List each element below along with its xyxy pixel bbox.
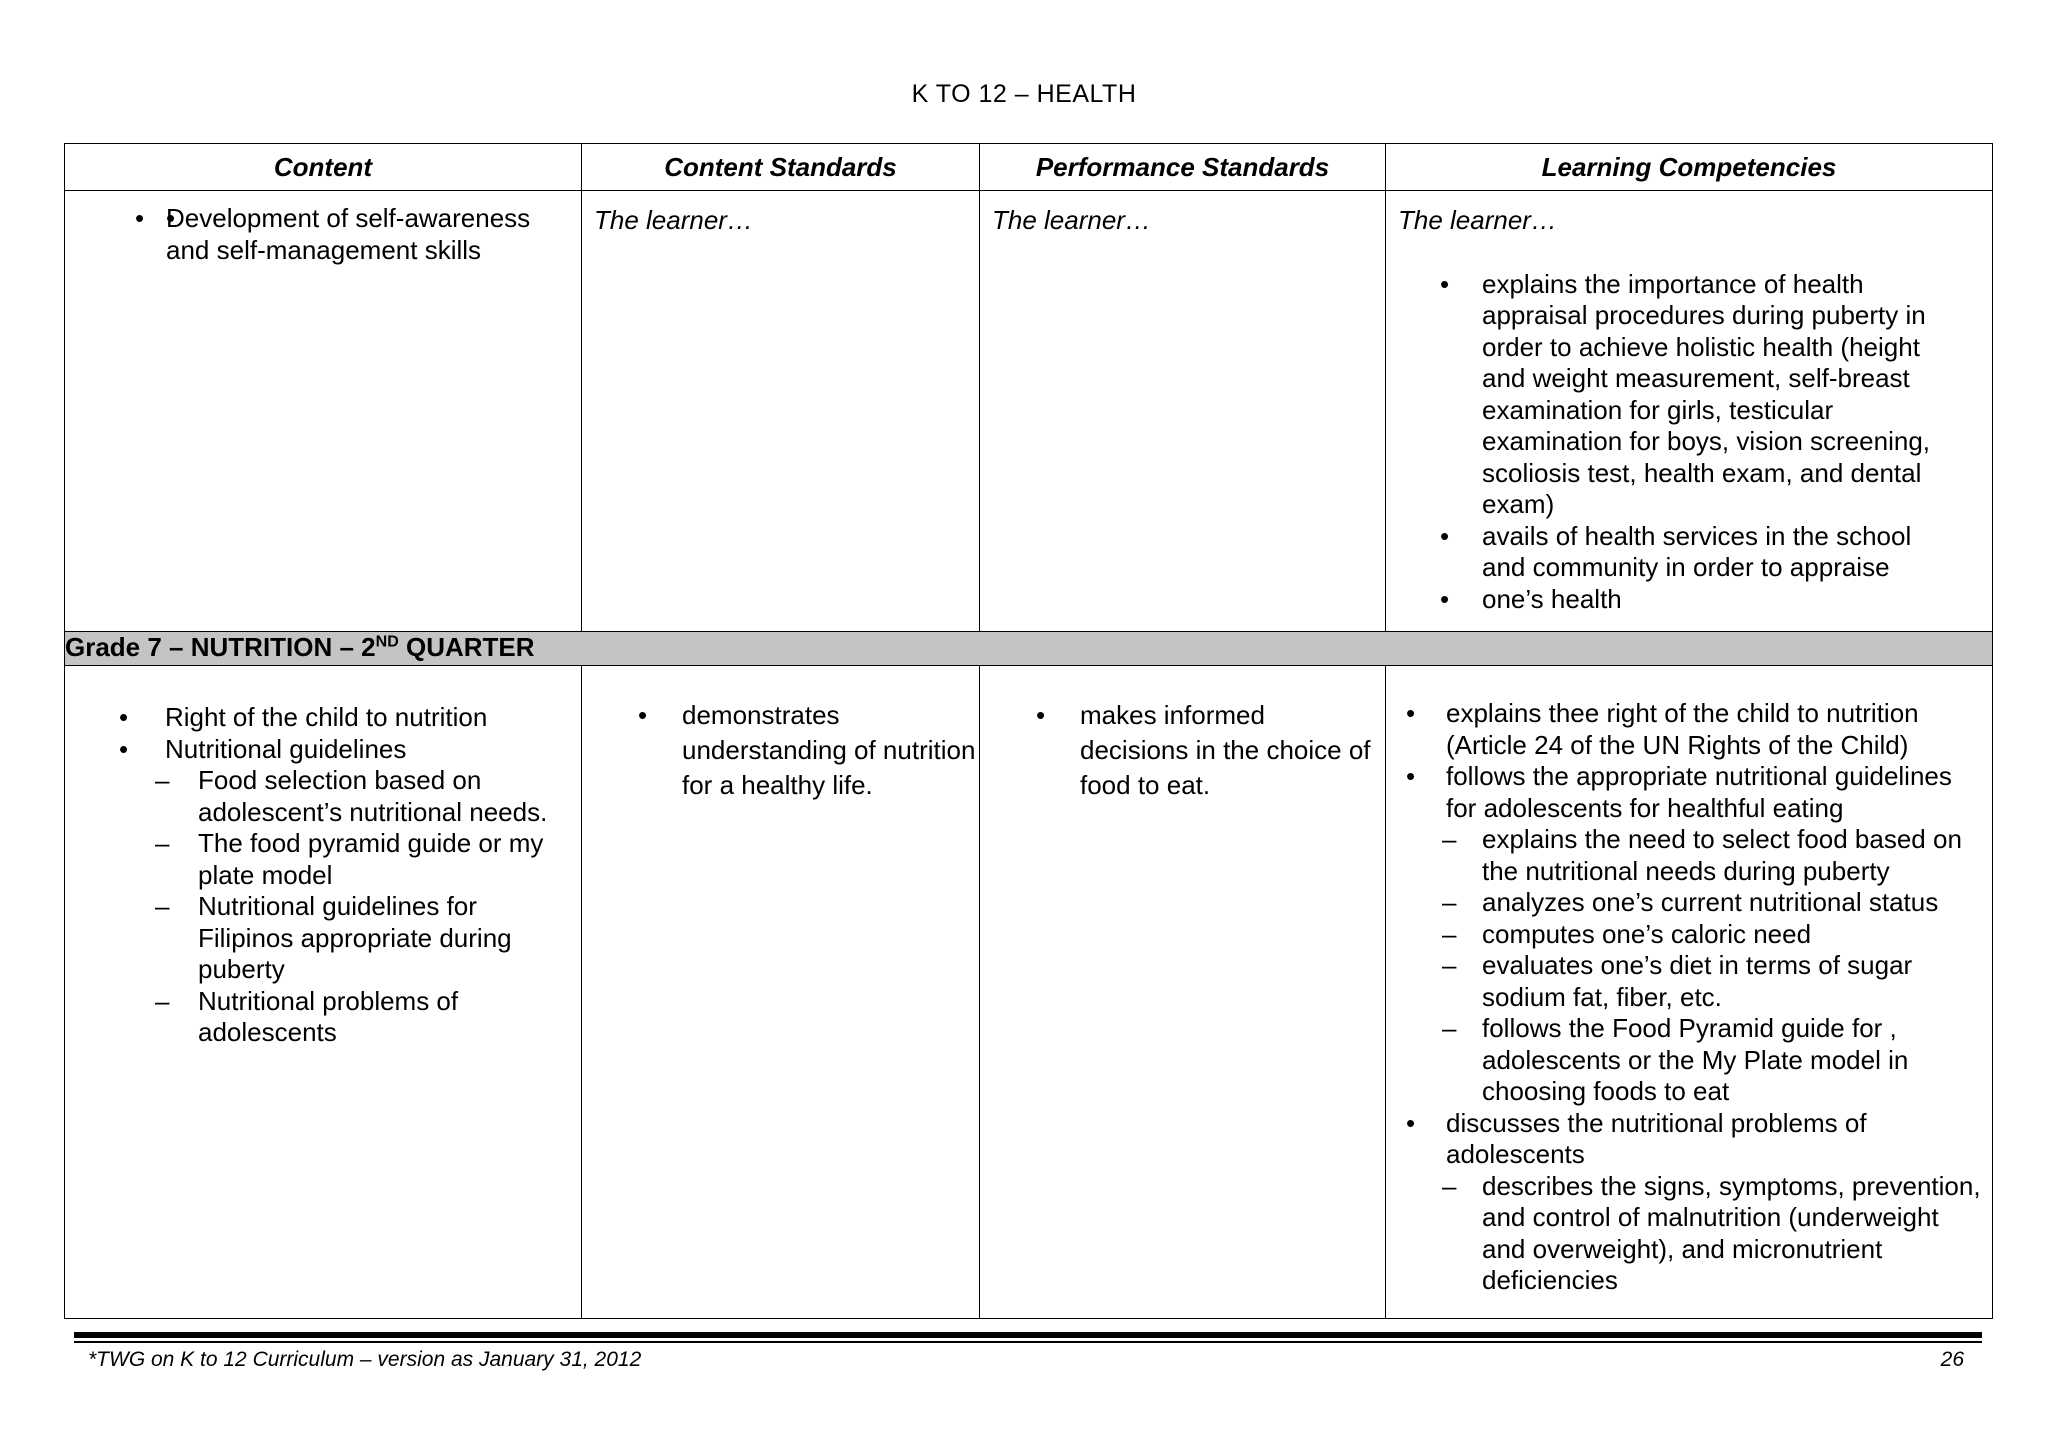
content-standards-cell bbox=[582, 191, 980, 632]
header-content: Content bbox=[65, 144, 582, 191]
footer-rule bbox=[74, 1332, 1982, 1338]
sub-list-item: – follows the Food Pyramid guide for , adolescents or the My Plate model in choosing foods to eat bbox=[1442, 1013, 1909, 1106]
header-learning-competencies: Learning Competencies bbox=[1386, 144, 1993, 191]
performance-standards-cell bbox=[980, 666, 1386, 1319]
sub-list-item: – Nutritional problems of adolescents bbox=[155, 985, 459, 1047]
content-cell bbox=[65, 666, 582, 1319]
table-header-row bbox=[65, 144, 1993, 191]
bullet-icon: • bbox=[1440, 268, 1450, 299]
learner-intro: The learner… bbox=[594, 205, 753, 235]
bullet-icon: • bbox=[1406, 698, 1416, 728]
sub-list-item: – evaluates one’s diet in terms of sugar sodium fat, fiber, etc. bbox=[1442, 950, 1913, 1012]
list-item: • makes informed decisions in the choice of food to eat. bbox=[1036, 700, 1371, 800]
table-row bbox=[65, 666, 1993, 1319]
section-row bbox=[65, 632, 1993, 666]
bullet-icon: • bbox=[119, 733, 129, 764]
learner-intro: The learner… bbox=[992, 205, 1151, 235]
bullet-icon: • bbox=[1036, 700, 1046, 730]
dash-icon: – bbox=[1442, 1013, 1457, 1043]
dash-icon: – bbox=[1442, 918, 1457, 949]
bullet-icon: • bbox=[1440, 520, 1450, 551]
list-item: • follows the appropriate nutritional guidelines for adolescents for healthful eating bbox=[1406, 761, 1952, 823]
list-item: • explains the importance of health appraisal procedures during puberty in order to achieve holistic health (height and weight measurement, self-breast examination for girls, testicular examination for boys, vision screening, scoliosis test, health exam, and dental exam) bbox=[1440, 268, 1931, 519]
list-item: • avails of health services in the school and community in order to appraise bbox=[1440, 520, 1912, 582]
content-standards-list bbox=[582, 666, 979, 803]
competency-list bbox=[1386, 269, 1992, 616]
sub-list-item: – explains the need to select food based on the nutritional needs during puberty bbox=[1442, 824, 1962, 886]
sub-list-item: – describes the signs, symptoms, prevention, and control of malnutrition (underweight and overweight), and micronutrient deficiencies bbox=[1442, 1170, 1981, 1295]
list-item: • one’s health bbox=[1440, 583, 1622, 614]
section-heading: Grade 7 – NUTRITION – 2ND QUARTER bbox=[65, 632, 1993, 666]
header-content-standards: Content Standards bbox=[582, 144, 980, 191]
dash-icon: – bbox=[155, 765, 170, 795]
dash-icon: – bbox=[1442, 1170, 1457, 1201]
bullet-icon: • bbox=[1406, 1107, 1416, 1138]
footer-version-note: *TWG on K to 12 Curriculum – version as January 31, 2012 bbox=[88, 1348, 642, 1371]
learning-competencies-cell bbox=[1386, 666, 1993, 1319]
list-item: • Right of the child to nutrition bbox=[119, 702, 488, 732]
content-standards-cell bbox=[582, 666, 980, 1319]
dash-icon: – bbox=[1442, 950, 1457, 980]
content-item: • • Development of self-awareness and self-management skills bbox=[65, 203, 546, 266]
list-item: • explains thee right of the child to nutrition (Article 24 of the UN Rights of the Child) bbox=[1406, 698, 1919, 760]
dash-icon: – bbox=[155, 828, 170, 858]
sub-list-item: – computes one’s caloric need bbox=[1442, 918, 1812, 949]
table-row bbox=[65, 191, 1993, 632]
content-list bbox=[65, 666, 581, 1049]
list-item: • Nutritional guidelines bbox=[119, 733, 407, 764]
bullet-icon: • • bbox=[135, 203, 145, 233]
performance-standards-cell bbox=[980, 191, 1386, 632]
footer-rule bbox=[74, 1341, 1982, 1343]
list-item: • discusses the nutritional problems of adolescents bbox=[1406, 1107, 1867, 1169]
bullet-icon: • bbox=[1440, 583, 1450, 614]
learner-intro: The learner… bbox=[1398, 205, 1557, 235]
content-cell bbox=[65, 191, 582, 632]
competency-list bbox=[1386, 666, 1992, 1297]
list-item: • demonstrates understanding of nutrition for a healthy life. bbox=[638, 700, 976, 800]
sub-list-item: – The food pyramid guide or my plate model bbox=[155, 828, 544, 890]
bullet-icon: • bbox=[119, 702, 129, 732]
learning-competencies-cell bbox=[1386, 191, 1993, 632]
performance-standards-list bbox=[980, 666, 1385, 803]
bullet-icon: • bbox=[638, 700, 648, 730]
page-title: K TO 12 – HEALTH bbox=[911, 80, 1137, 108]
bullet-icon: • bbox=[1406, 761, 1416, 791]
dash-icon: – bbox=[155, 985, 170, 1016]
header-performance-standards: Performance Standards bbox=[980, 144, 1386, 191]
sub-list-item: – Food selection based on adolescent’s nutritional needs. bbox=[155, 765, 548, 827]
dash-icon: – bbox=[155, 891, 170, 921]
sub-list-item: – analyzes one’s current nutritional status bbox=[1442, 887, 1939, 917]
sub-list-item: – Nutritional guidelines for Filipinos appropriate during puberty bbox=[155, 891, 512, 984]
dash-icon: – bbox=[1442, 824, 1457, 854]
curriculum-table bbox=[64, 143, 1993, 1319]
page-number: 26 bbox=[1940, 1348, 1964, 1371]
dash-icon: – bbox=[1442, 887, 1457, 917]
